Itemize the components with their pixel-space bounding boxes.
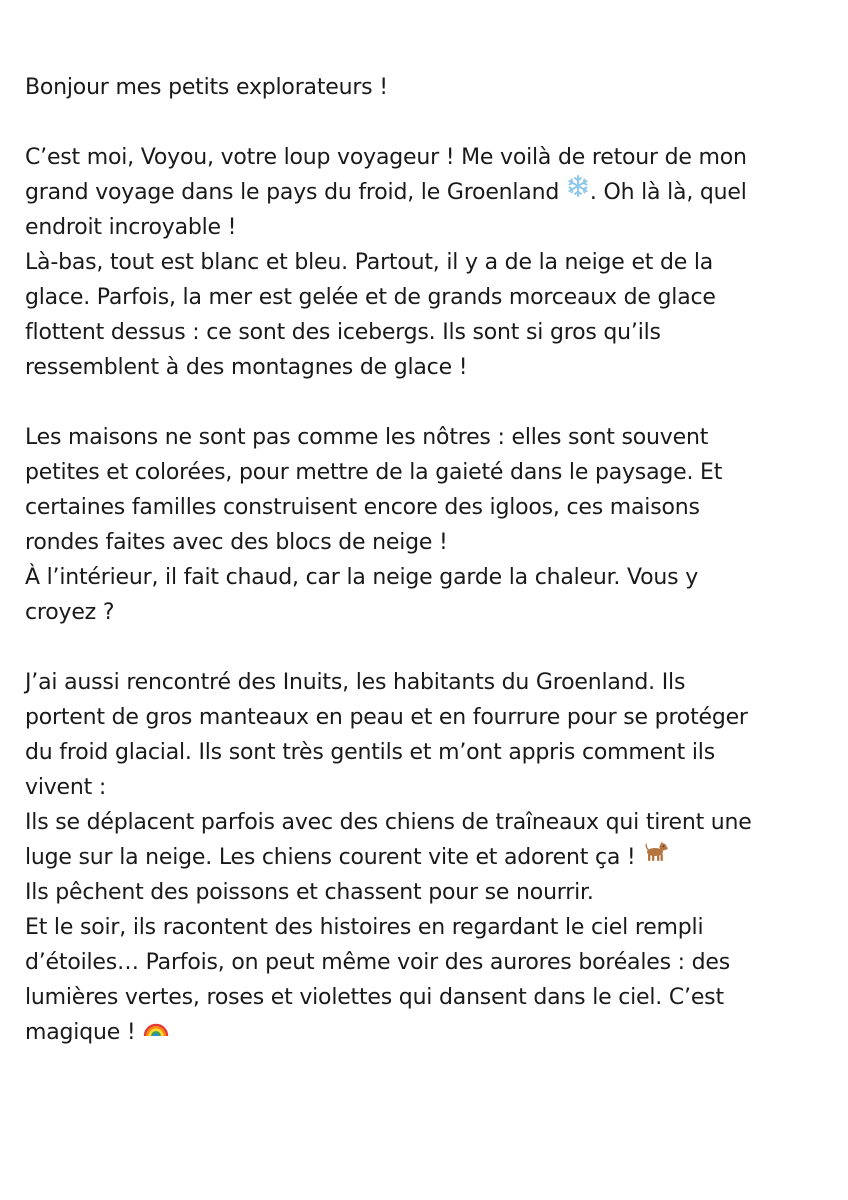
text-line: C’est moi, Voyou, votre loup voyageur ! Me voilà de retour de mon	[25, 145, 747, 170]
greeting: Bonjour mes petits explorateurs !	[25, 75, 388, 100]
text-line	[25, 840, 825, 875]
text-line: J’ai aussi rencontré des Inuits, les habitants du Groenland. Ils	[25, 670, 686, 695]
text-line: d’étoiles… Parfois, on peut même voir des aurores boréales : des	[25, 950, 731, 975]
text-segment: luge sur la neige. Les chiens courent vite et adorent ça !	[25, 845, 636, 870]
paragraph-houses	[25, 420, 825, 630]
paragraph-gap	[25, 385, 825, 420]
paragraph-gap	[25, 630, 825, 665]
text-line: certaines familles construisent encore des igloos, ces maisons	[25, 495, 700, 520]
rainbow-icon	[142, 1014, 170, 1049]
text-line: croyez ?	[25, 600, 115, 625]
text-line: Là-bas, tout est blanc et bleu. Partout, il y a de la neige et de la	[25, 250, 714, 275]
text-segment: . Oh là là, quel	[589, 180, 747, 205]
text-line: Ils se déplacent parfois avec des chiens de traîneaux qui tirent une	[25, 810, 752, 835]
text-line: À l’intérieur, il fait chaud, car la neige garde la chaleur. Vous y	[25, 565, 699, 590]
letter-body	[25, 70, 825, 1050]
text-line: petites et colorées, pour mettre de la gaieté dans le paysage. Et	[25, 460, 723, 485]
text-line: ressemblent à des montagnes de glace !	[25, 355, 468, 380]
paragraph-gap	[25, 105, 825, 140]
text-segment: magique !	[25, 1020, 136, 1045]
snowflake-icon	[566, 174, 590, 209]
text-line: endroit incroyable !	[25, 215, 237, 240]
text-line: Et le soir, ils racontent des histoires en regardant le ciel rempli	[25, 915, 704, 940]
text-line: flottent dessus : ce sont des icebergs. Ils sont si gros qu’ils	[25, 320, 661, 345]
text-line	[25, 1015, 825, 1050]
text-line: du froid glacial. Ils sont très gentils et m’ont appris comment ils	[25, 740, 715, 765]
text-line: rondes faites avec des blocs de neige !	[25, 530, 448, 555]
paragraph-inuits	[25, 665, 825, 1050]
text-line: glace. Parfois, la mer est gelée et de grands morceaux de glace	[25, 285, 716, 310]
dog-icon	[642, 839, 668, 874]
text-line: portent de gros manteaux en peau et en fourrure pour se protéger	[25, 705, 748, 730]
text-line: vivent :	[25, 775, 107, 800]
text-line	[25, 175, 825, 210]
paragraph-greenland	[25, 140, 825, 385]
text-line: lumières vertes, roses et violettes qui dansent dans le ciel. C’est	[25, 985, 724, 1010]
text-segment: grand voyage dans le pays du froid, le Groenland	[25, 180, 560, 205]
text-line: Les maisons ne sont pas comme les nôtres : elles sont souvent	[25, 425, 709, 450]
text-line: Ils pêchent des poissons et chassent pour se nourrir.	[25, 880, 594, 905]
